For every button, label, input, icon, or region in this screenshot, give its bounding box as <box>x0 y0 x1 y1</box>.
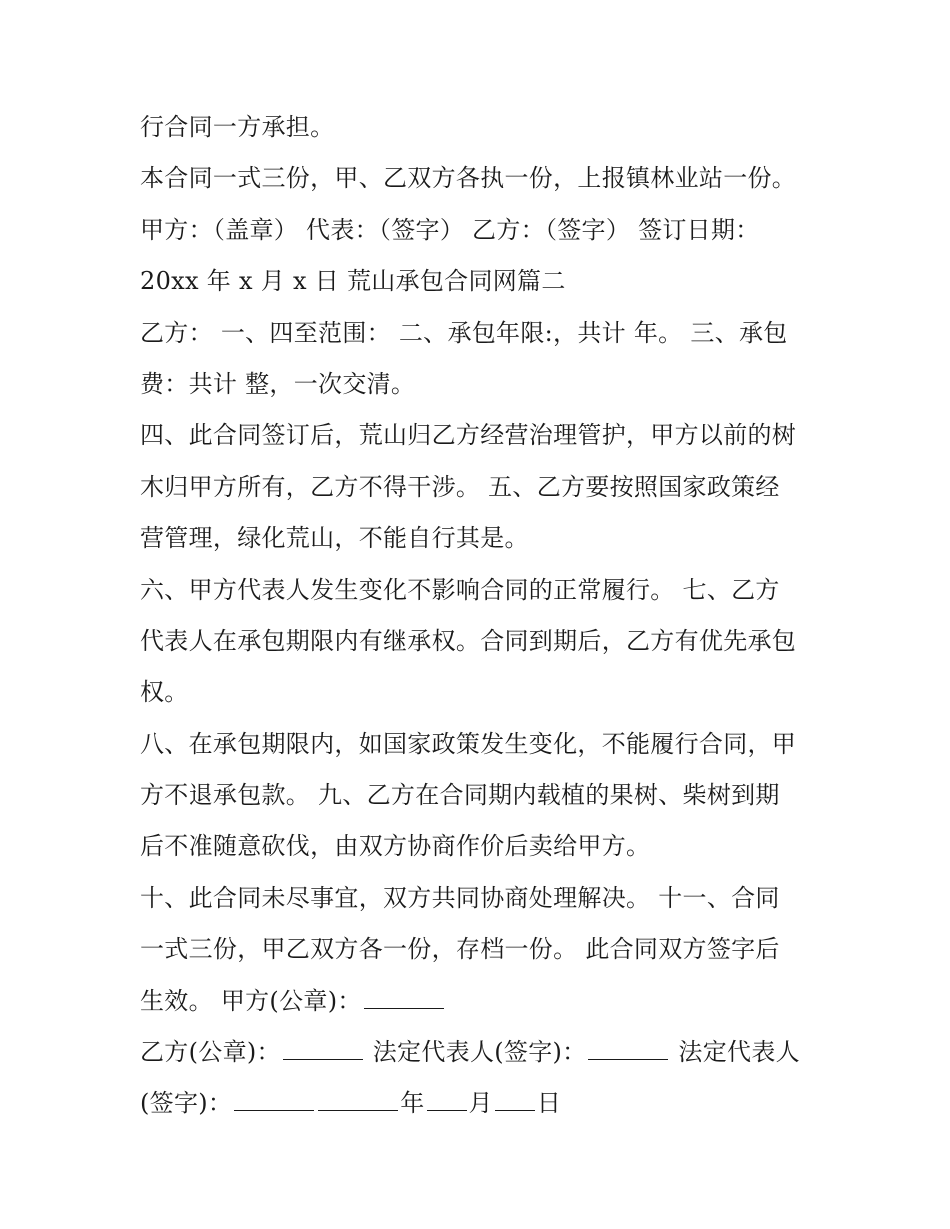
month-blank <box>427 1090 467 1111</box>
text-line: 行合同一方承担。 <box>140 113 335 141</box>
party-a-seal-blank <box>364 988 444 1009</box>
day-blank <box>495 1090 535 1111</box>
sign-blank <box>234 1090 314 1111</box>
signature-line-party-a <box>140 976 812 1027</box>
party-a-seal-label: 生效。 甲方(公章)： <box>140 986 362 1015</box>
text-line: 后不准随意砍伐，由双方协商作价后卖给甲方。 <box>140 832 651 861</box>
legal-rep-sign-blank <box>588 1039 668 1060</box>
year-blank <box>318 1090 398 1111</box>
text-line: 20xx 年 x 月 x 日 荒山承包合同网篇二 <box>140 267 566 296</box>
text-line: 甲方：（盖章） 代表：（签字） 乙方：（签字） 签订日期： <box>140 215 760 244</box>
day-label: 日 <box>536 1089 562 1118</box>
legal-rep-sign-label: 法定代表人(签字)： <box>364 1038 587 1067</box>
text-line: 权。 <box>140 678 189 707</box>
contract-text <box>140 102 812 1130</box>
month-label: 月 <box>468 1089 493 1118</box>
sign-label: (签字)： <box>140 1089 233 1118</box>
signature-line-date <box>140 1078 812 1129</box>
party-b-seal-label: 乙方(公章)： <box>140 1038 281 1067</box>
text-line: 八、在承包期限内，如国家政策发生变化，不能履行合同，甲 <box>140 729 797 758</box>
year-label: 年 <box>400 1089 425 1118</box>
text-line: 代表人在承包期限内有继承权。合同到期后，乙方有优先承包 <box>140 626 797 655</box>
signature-line-party-b <box>140 1027 812 1078</box>
text-line: 费：共计 整，一次交清。 <box>140 369 416 398</box>
text-line: 方不退承包款。 九、乙方在合同期内载植的果树、柴树到期 <box>140 781 780 810</box>
text-line: 木归甲方所有，乙方不得干涉。 五、乙方要按照国家政策经 <box>140 472 780 501</box>
text-line: 十、此合同未尽事宜，双方共同协商处理解决。 十一、合同 <box>140 883 780 912</box>
text-line: 六、甲方代表人发生变化不影响合同的正常履行。 七、乙方 <box>140 575 780 604</box>
text-line: 乙方： 一、四至范围： 二、承包年限:，共计 年。 三、承包 <box>140 318 788 347</box>
text-line: 营管理，绿化荒山，不能自行其是。 <box>140 524 529 553</box>
legal-rep-label: 法定代表人 <box>670 1038 800 1067</box>
text-line: 一式三份，甲乙双方各一份，存档一份。 此合同双方签字后 <box>140 935 780 964</box>
party-b-seal-blank <box>283 1039 363 1060</box>
text-line: 本合同一式三份，甲、乙双方各执一份，上报镇林业站一份。 <box>140 164 797 193</box>
text-line: 四、此合同签订后，荒山归乙方经营治理管护，甲方以前的树 <box>140 421 797 450</box>
